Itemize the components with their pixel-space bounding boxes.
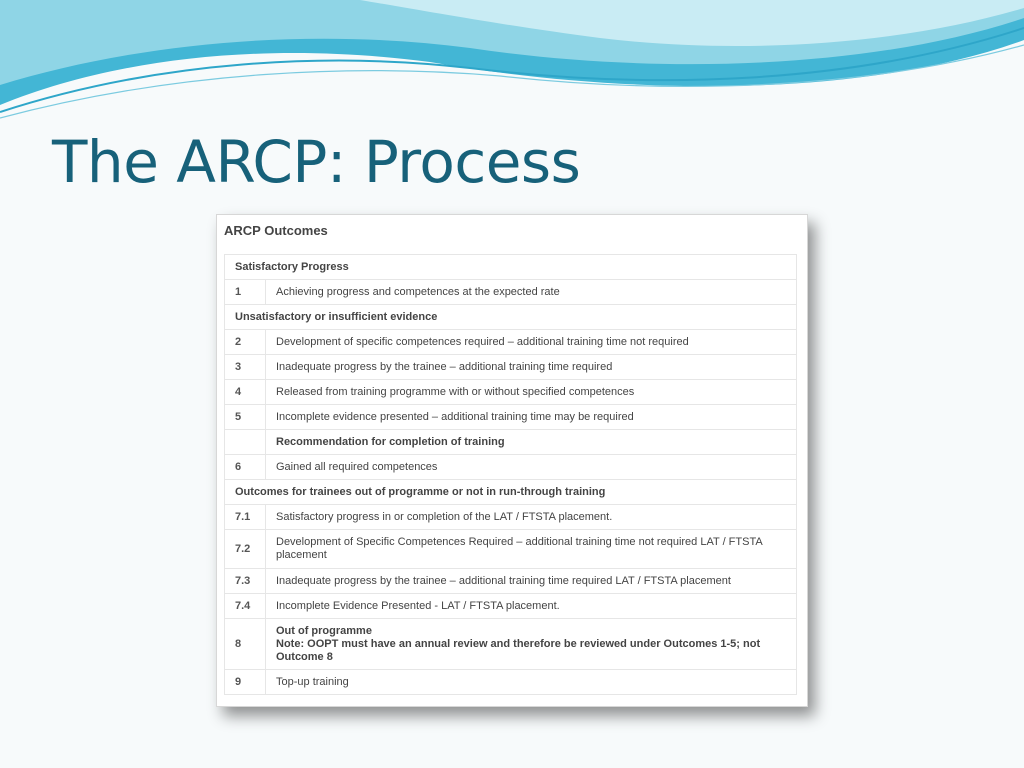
outcomes-table <box>224 254 797 695</box>
outcome-description: Incomplete evidence presented – additional training time may be required <box>266 405 797 430</box>
section-row-out-of-programme <box>225 480 797 505</box>
outcome-description: Inadequate progress by the trainee – additional training time required LAT / FTSTA placement <box>266 569 797 594</box>
section-label: Unsatisfactory or insufficient evidence <box>225 305 797 330</box>
outcome-number: 8 <box>225 619 266 670</box>
outcome-row-7-1 <box>225 505 797 530</box>
slide-title: The ARCP: Process <box>52 128 581 196</box>
outcome-description: Development of specific competences required – additional training time not required <box>266 330 797 355</box>
outcome-description <box>266 619 797 670</box>
outcome-number: 4 <box>225 380 266 405</box>
outcome-row-2 <box>225 330 797 355</box>
outcome-row-5 <box>225 405 797 430</box>
outcome-description: Released from training programme with or without specified competences <box>266 380 797 405</box>
outcome-row-4 <box>225 380 797 405</box>
outcome-number: 7.1 <box>225 505 266 530</box>
outcome-description: Incomplete Evidence Presented - LAT / FTSTA placement. <box>266 594 797 619</box>
section-label: Satisfactory Progress <box>225 255 797 280</box>
outcome-row-7-3 <box>225 569 797 594</box>
outcome-number <box>225 430 266 455</box>
outcome-row-1 <box>225 280 797 305</box>
outcome-row-8 <box>225 619 797 670</box>
header-wave-decoration <box>0 0 1024 130</box>
section-label: Outcomes for trainees out of programme or not in run-through training <box>225 480 797 505</box>
outcome-number: 9 <box>225 670 266 695</box>
subsection-label: Recommendation for completion of training <box>266 430 797 455</box>
subsection-row-completion <box>225 430 797 455</box>
outcome-description: Development of Specific Competences Required – additional training time not required LAT / FTSTA placement <box>266 530 797 569</box>
outcome-row-9 <box>225 670 797 695</box>
outcome-description: Top-up training <box>266 670 797 695</box>
outcome-number: 7.4 <box>225 594 266 619</box>
outcome-number: 1 <box>225 280 266 305</box>
outcome-number: 6 <box>225 455 266 480</box>
outcome-description: Inadequate progress by the trainee – additional training time required <box>266 355 797 380</box>
section-row-satisfactory-progress <box>225 255 797 280</box>
outcome-row-3 <box>225 355 797 380</box>
outcome-number: 5 <box>225 405 266 430</box>
outcome-description: Achieving progress and competences at the expected rate <box>266 280 797 305</box>
outcome-row-7-2 <box>225 530 797 569</box>
outcome-number: 7.3 <box>225 569 266 594</box>
outcome-number: 3 <box>225 355 266 380</box>
outcome-description: Satisfactory progress in or completion of the LAT / FTSTA placement. <box>266 505 797 530</box>
outcome-note: Note: OOPT must have an annual review and therefore be reviewed under Outcomes 1-5; not Outcome 8 <box>276 637 761 663</box>
outcome-description: Gained all required competences <box>266 455 797 480</box>
section-row-unsatisfactory <box>225 305 797 330</box>
arcp-outcomes-panel <box>216 214 808 707</box>
outcome-number: 2 <box>225 330 266 355</box>
outcome-title: Out of programme <box>276 624 372 637</box>
outcome-row-7-4 <box>225 594 797 619</box>
outcome-number: 7.2 <box>225 530 266 569</box>
panel-heading: ARCP Outcomes <box>224 223 328 238</box>
outcome-row-6 <box>225 455 797 480</box>
